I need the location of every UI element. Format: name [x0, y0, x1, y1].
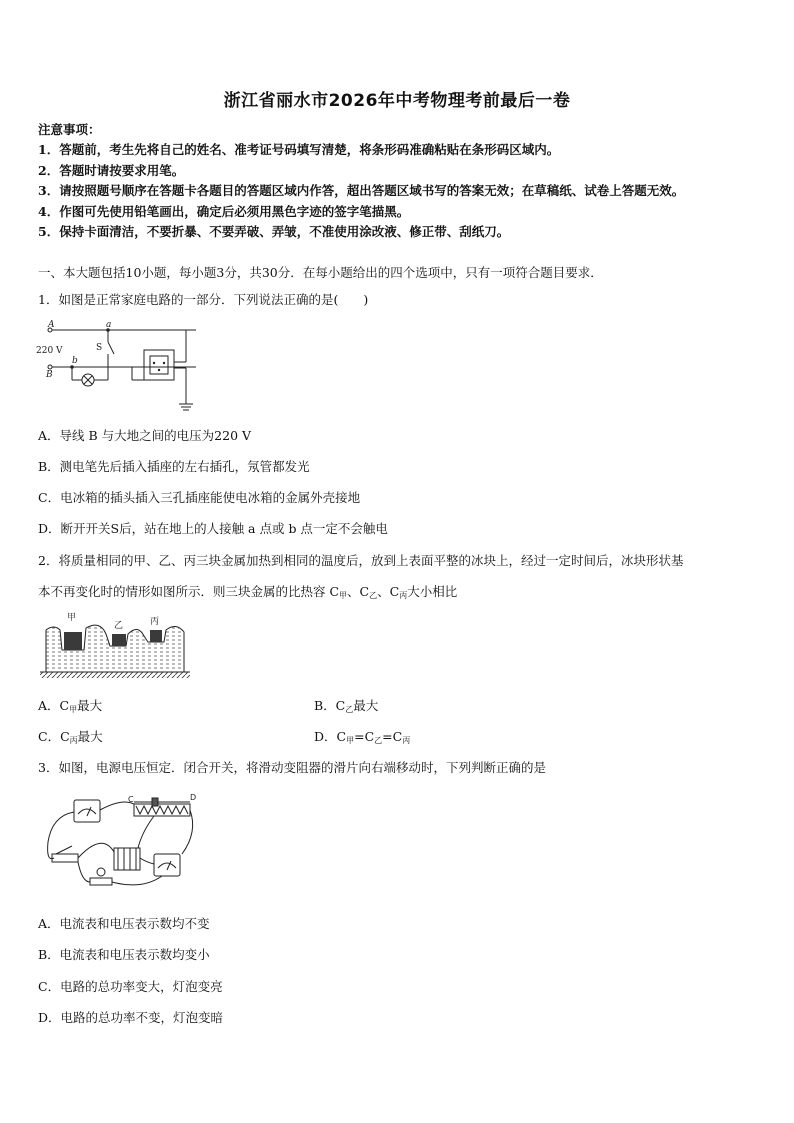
label-D: D [190, 793, 197, 802]
label-yi: 乙 [114, 621, 124, 631]
q2-ice-figure [40, 610, 190, 680]
q3-stem: 3．如图，电源电压恒定．闭合开关，将滑动变阻器的滑片向右端移动时，下列判断正确的是 [38, 760, 546, 775]
switch [52, 854, 78, 862]
voltmeter [154, 854, 180, 876]
label-220v: 220 V [36, 346, 63, 356]
section-heading: 一、本大题包括10小题，每小题3分，共30分．在每小题给出的四个选项中，只有一项符合题目要求． [38, 265, 603, 280]
q1-stem: 1．如图是正常家庭电路的一部分．下列说法正确的是( ) [38, 292, 369, 307]
page-title: 浙江省丽水市2026年中考物理考前最后一卷 [223, 91, 571, 111]
q1-option-a: A．导线 B 与大地之间的电压为220 V [38, 428, 252, 443]
lamp [90, 878, 112, 885]
q2-stem-line2: 本不再变化时的情形如图所示．则三块金属的比热容 $C_甲$、$C_乙$、$C_丙$大小相比 [38, 584, 458, 600]
notice-item-5: 5．保持卡面清洁，不要折暴、不要弄破、弄皱，不准使用涂改液、修正带、刮纸刀。 [38, 224, 510, 239]
q2-option-d: D．$C_甲=C_乙=C_丙$ [314, 729, 411, 745]
q3-option-c: C．电路的总功率变大，灯泡变亮 [38, 979, 223, 994]
notice-item-4: 4．作图可先使用铅笔画出，确定后必须用黑色字迹的签字笔描黑。 [38, 204, 410, 219]
q1-option-b: B．测电笔先后插入插座的左右插孔，氖管都发光 [38, 459, 310, 474]
q2-option-c: C．$C_丙$最大 [38, 729, 103, 745]
label-S: S [96, 343, 103, 353]
q3-option-b: B．电流表和电压表示数均变小 [38, 947, 210, 962]
q3-circuit-figure [42, 792, 202, 892]
label-b: b [72, 356, 78, 366]
notice-item-3: 3．请按照题号顺序在答题卡各题目的答题区域内作答，超出答题区域书写的答案无效；在草稿纸、试卷上答题无效。 [38, 183, 685, 198]
q3-option-a: A．电流表和电压表示数均不变 [38, 916, 210, 931]
notice-item-2: 2．答题时请按要求用笔。 [38, 163, 185, 178]
label-B: B [46, 370, 53, 380]
label-bing: 丙 [150, 617, 160, 627]
q2-option-b: B．$C_乙$最大 [314, 698, 379, 714]
metal-yi [112, 634, 126, 646]
ammeter [74, 800, 100, 822]
label-a: a [106, 320, 112, 330]
q1-option-c: C．电冰箱的插头插入三孔插座能使电冰箱的金属外壳接地 [38, 490, 361, 505]
notice-item-1: 1．答题前，考生先将自己的姓名、准考证号码填写清楚，将条形码准确粘贴在条形码区域内。 [38, 142, 560, 157]
metal-jia [64, 632, 82, 650]
q2-option-a: A．$C_甲$最大 [38, 698, 103, 714]
label-A: A [48, 320, 55, 330]
notice-heading: 注意事项： [38, 122, 101, 137]
q2-stem-line1: 2．将质量相同的甲、乙、丙三块金属加热到相同的温度后，放到上表面平整的冰块上，经过一定时间后，冰块形状基 [38, 553, 684, 568]
label-C: C [128, 795, 134, 804]
label-jia: 甲 [67, 613, 77, 623]
q1-option-d: D．断开开关S后，站在地上的人接触 a 点或 b 点一定不会触电 [38, 521, 388, 536]
q3-option-d: D．电路的总功率不变，灯泡变暗 [38, 1010, 224, 1025]
q1-circuit-figure [36, 318, 206, 414]
metal-bing [150, 630, 162, 642]
